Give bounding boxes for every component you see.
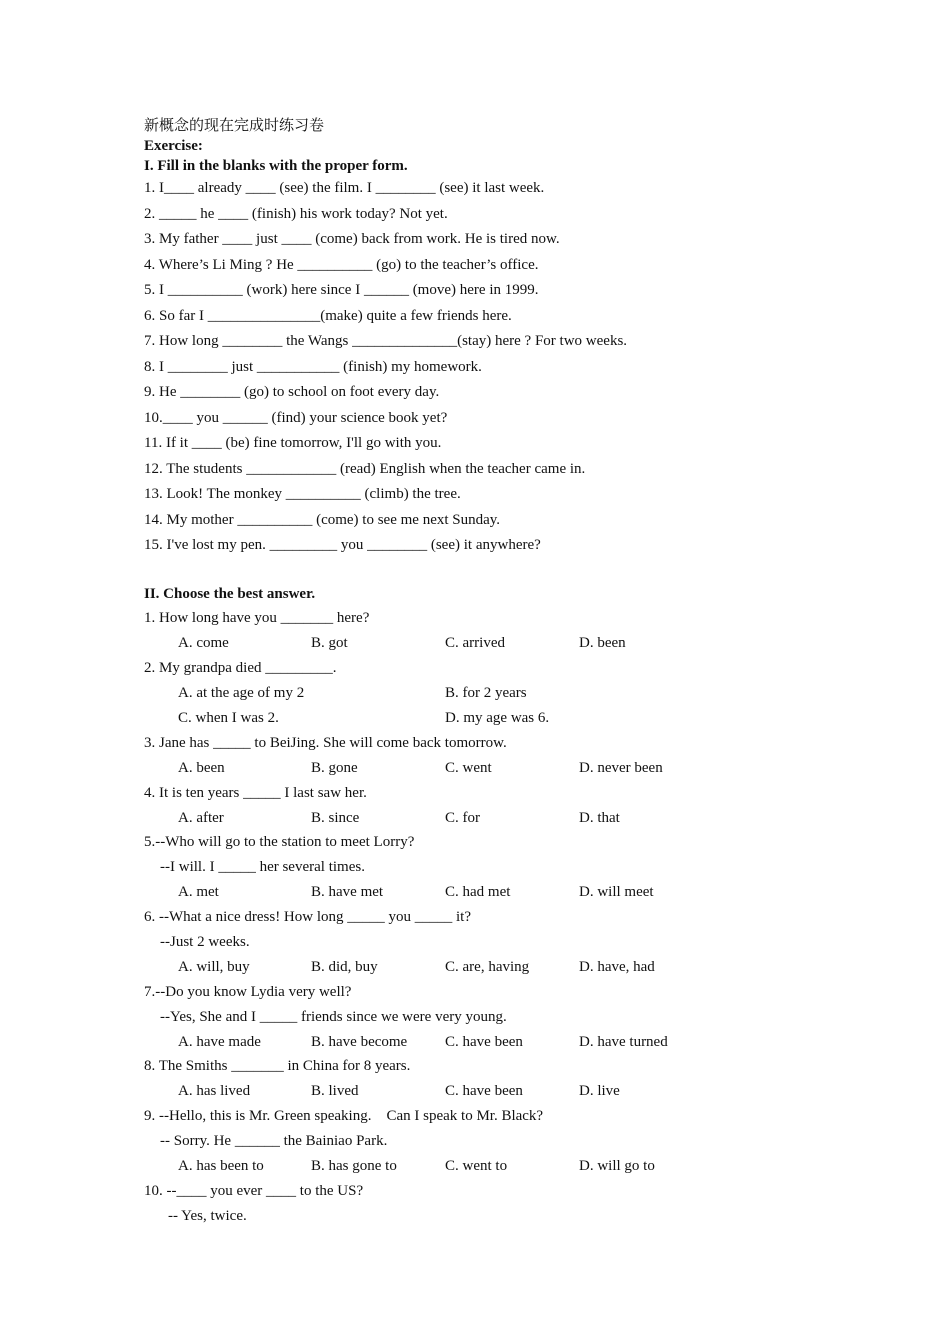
worksheet [144, 116, 844, 1229]
option-a: A. has lived [178, 1083, 251, 1100]
fill-item-5: 5. I __________ (work) here since I ______ (move) here in 1999. [144, 282, 539, 298]
option-c: C. have been [445, 1033, 523, 1050]
fill-item-4: 4. Where’s Li Ming ? He __________ (go) to the teacher’s office. [144, 256, 539, 273]
option-d: D. will meet [579, 884, 654, 901]
option-c: C. went [445, 759, 492, 776]
option-c: C. when I was 2. [178, 709, 279, 726]
option-b: B. has gone to [311, 1157, 397, 1174]
mc-options-2-row1 [144, 681, 844, 706]
option-c: C. had met [445, 884, 511, 901]
mc-options-5 [144, 880, 844, 905]
mc-question-2: 2. My grandpa died _________. [144, 660, 337, 677]
fill-blank-list [144, 176, 844, 559]
fill-item-8: 8. I ________ just ___________ (finish) my homework. [144, 358, 482, 375]
option-d: D. my age was 6. [445, 709, 550, 726]
mc-question-9-reply: -- Sorry. He ______ the Bainiao Park. [160, 1133, 388, 1150]
option-a: A. after [178, 809, 224, 826]
mc-options-2-row2 [144, 706, 844, 731]
mc-options-8 [144, 1079, 844, 1104]
fill-item-9: 9. He ________ (go) to school on foot every day. [144, 384, 440, 400]
option-d: D. will go to [579, 1157, 655, 1174]
multiple-choice-section [144, 582, 844, 1229]
fill-item-14: 14. My mother __________ (come) to see me next Sunday. [144, 511, 501, 528]
option-b: B. got [311, 635, 348, 652]
mc-question-8: 8. The Smiths _______ in China for 8 years. [144, 1058, 411, 1075]
option-a: A. have made [178, 1033, 261, 1050]
part2-heading: II. Choose the best answer. [144, 585, 316, 602]
option-b: B. did, buy [311, 958, 378, 975]
mc-question-10-reply: -- Yes, twice. [168, 1207, 247, 1224]
option-b: B. lived [311, 1083, 359, 1100]
option-a: A. met [178, 884, 219, 901]
mc-question-4: 4. It is ten years _____ I last saw her. [144, 784, 367, 801]
option-a: A. at the age of my 2 [178, 685, 305, 702]
option-d: D. never been [579, 759, 663, 776]
option-c: C. went to [445, 1157, 508, 1174]
mc-options-4 [144, 806, 844, 831]
option-d: D. live [579, 1083, 620, 1100]
option-b: B. for 2 years [445, 685, 527, 702]
mc-question-3: 3. Jane has _____ to BeiJing. She will come back tomorrow. [144, 734, 507, 751]
exercise-label: Exercise: [144, 138, 203, 154]
mc-question-6-reply: --Just 2 weeks. [160, 933, 250, 950]
option-d: D. have turned [579, 1033, 668, 1050]
fill-item-2: 2. _____ he ____ (finish) his work today? Not yet. [144, 205, 448, 222]
mc-options-9 [144, 1154, 844, 1179]
mc-question-1: 1. How long have you _______ here? [144, 610, 370, 627]
option-b: B. gone [311, 759, 358, 776]
option-a: A. come [178, 635, 229, 652]
option-c: C. have been [445, 1083, 523, 1100]
mc-options-6 [144, 955, 844, 980]
option-b: B. have become [311, 1033, 408, 1050]
option-c: C. arrived [445, 635, 505, 652]
option-d: D. that [579, 809, 620, 826]
mc-options-3 [144, 756, 844, 781]
fill-item-13: 13. Look! The monkey __________ (climb) the tree. [144, 486, 461, 502]
page-title: 新概念的现在完成时练习卷 [144, 118, 325, 134]
mc-question-5-reply: --I will. I _____ her several times. [160, 859, 365, 876]
mc-question-6: 6. --What a nice dress! How long _____ you _____ it? [144, 909, 472, 926]
mc-question-9: 9. --Hello, this is Mr. Green speaking. Can I speak to Mr. Black? [144, 1108, 544, 1125]
mc-question-7: 7.--Do you know Lydia very well? [144, 983, 352, 1000]
option-b: B. since [311, 809, 360, 826]
option-d: D. have, had [579, 958, 655, 975]
mc-question-5: 5.--Who will go to the station to meet Lorry? [144, 834, 415, 851]
section-gap [144, 559, 844, 582]
option-a: A. been [178, 759, 225, 776]
fill-item-11: 11. If it ____ (be) fine tomorrow, I'll go with you. [144, 435, 442, 451]
fill-item-15: 15. I've lost my pen. _________ you ________ (see) it anywhere? [144, 537, 541, 553]
option-a: A. will, buy [178, 958, 250, 975]
option-c: C. for [445, 809, 480, 826]
fill-item-3: 3. My father ____ just ____ (come) back from work. He is tired now. [144, 231, 560, 247]
fill-item-1: 1. I____ already ____ (see) the film. I ________ (see) it last week. [144, 180, 545, 196]
option-d: D. been [579, 635, 626, 652]
fill-item-12: 12. The students ____________ (read) English when the teacher came in. [144, 460, 586, 477]
part1-heading: I. Fill in the blanks with the proper form. [144, 158, 408, 174]
mc-question-7-reply: --Yes, She and I _____ friends since we were very young. [160, 1008, 507, 1025]
fill-item-6: 6. So far I _______________(make) quite a few friends here. [144, 307, 512, 324]
fill-item-7: 7. How long ________ the Wangs ______________(stay) here ? For two weeks. [144, 333, 628, 349]
mc-options-1 [144, 631, 844, 656]
option-b: B. have met [311, 884, 384, 901]
option-a: A. has been to [178, 1157, 264, 1174]
mc-question-10: 10. --____ you ever ____ to the US? [144, 1182, 364, 1199]
fill-item-10: 10.____ you ______ (find) your science book yet? [144, 409, 448, 426]
option-c: C. are, having [445, 958, 530, 975]
mc-options-7 [144, 1030, 844, 1055]
